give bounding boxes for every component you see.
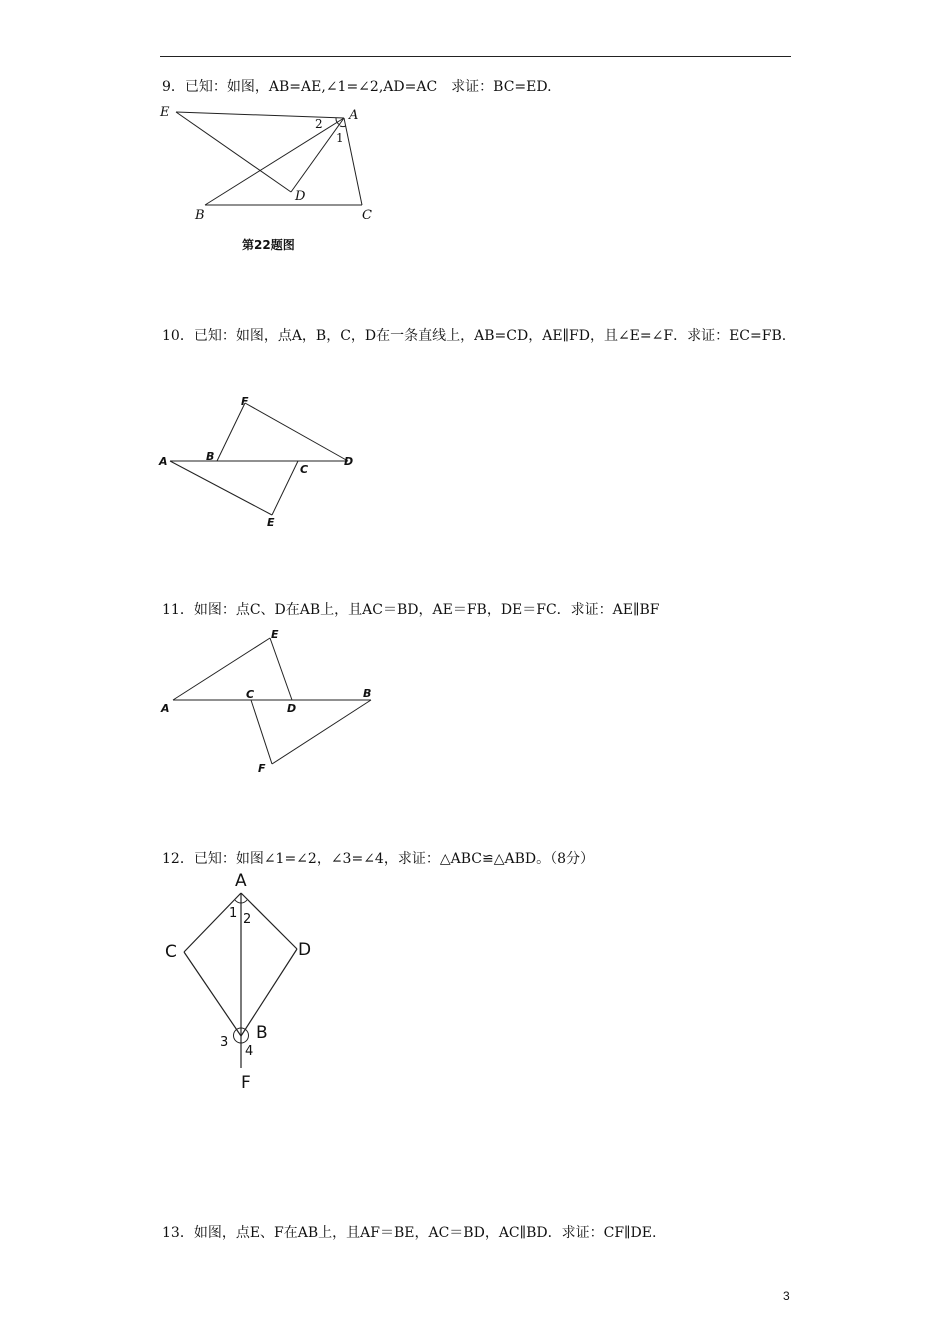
- fig9-segment-ba: [205, 118, 344, 205]
- figure-10-diagram: [155, 390, 375, 535]
- fig11-segment-ed: [270, 638, 292, 700]
- fig9-segment-ed: [176, 112, 291, 192]
- fig11-label-c: C: [246, 688, 255, 701]
- fig10-label-c: C: [300, 463, 309, 476]
- fig10-label-f: F: [241, 395, 249, 408]
- fig12-label-c: C: [165, 942, 177, 962]
- fig10-label-e: E: [267, 516, 275, 529]
- fig10-label-b: B: [206, 450, 215, 463]
- fig11-label-b: B: [363, 687, 372, 700]
- fig9-label-b: B: [195, 208, 205, 223]
- figure-12: [155, 868, 335, 1098]
- fig9-label-a: A: [349, 108, 359, 123]
- fig12-segment-ac: [184, 893, 241, 952]
- header-rule: [160, 56, 791, 57]
- fig10-segment-fd: [245, 403, 348, 461]
- fig10-label-a: A: [159, 455, 168, 468]
- fig12-angle-2-arc: [241, 900, 247, 903]
- figure-9: [150, 100, 390, 230]
- fig12-label-3: 3: [220, 1035, 229, 1050]
- fig9-angle-1-arc: [340, 126, 346, 127]
- fig12-label-2: 2: [243, 912, 252, 927]
- question-12: 12．已知：如图∠1=∠2，∠3=∠4，求证：△ABC≌△ABD。（8分）: [162, 851, 594, 867]
- fig11-label-d: D: [287, 702, 297, 715]
- figure-12-diagram: [155, 868, 335, 1098]
- question-11: 11．如图：点C、D在AB上，且AC＝BD，AE＝FB，DE＝FC．求证：AE∥BF: [162, 602, 660, 618]
- fig12-label-f: F: [241, 1073, 251, 1093]
- question-9: 9．已知：如图，AB=AE,∠1=∠2,AD=AC 求证：BC=ED.: [162, 79, 552, 95]
- fig11-label-a: A: [161, 702, 170, 715]
- page-number: 3: [783, 1289, 790, 1303]
- fig9-label-d: D: [295, 189, 306, 204]
- fig12-segment-cb: [184, 952, 241, 1036]
- fig11-label-e: E: [271, 628, 279, 641]
- fig9-label-e: E: [160, 105, 170, 120]
- figure-11: [155, 622, 385, 777]
- fig12-label-a: A: [235, 871, 247, 891]
- fig10-label-d: D: [344, 455, 354, 468]
- fig11-segment-cf: [251, 700, 272, 764]
- fig11-label-f: F: [258, 762, 266, 775]
- fig9-segment-ac: [344, 118, 362, 205]
- fig10-segment-ae: [170, 461, 272, 515]
- fig9-label-2: 2: [315, 117, 323, 131]
- fig9-label-1: 1: [336, 131, 344, 145]
- figure-9-caption: 第22题图: [242, 238, 295, 252]
- fig10-segment-bf: [217, 403, 245, 461]
- fig9-label-c: C: [362, 208, 372, 223]
- figure-10: [155, 390, 375, 535]
- fig11-segment-ae: [173, 638, 270, 700]
- figure-11-diagram: [155, 622, 385, 777]
- fig12-label-1: 1: [229, 906, 238, 921]
- figure-9-diagram: [150, 100, 390, 230]
- fig12-label-b: B: [256, 1023, 268, 1043]
- question-13: 13．如图，点E、F在AB上，且AF＝BE，AC＝BD，AC∥BD．求证：CF∥DE.: [162, 1225, 657, 1241]
- fig12-angle-1-arc: [235, 900, 241, 903]
- question-10: 10．已知：如图，点A，B，C，D在一条直线上，AB=CD，AE∥FD，且∠E=∠F．求证：EC=FB.: [162, 328, 787, 344]
- fig10-segment-ec: [272, 461, 298, 515]
- fig12-label-4: 4: [245, 1044, 254, 1059]
- fig12-label-d: D: [298, 940, 312, 960]
- fig12-segment-db: [241, 949, 297, 1036]
